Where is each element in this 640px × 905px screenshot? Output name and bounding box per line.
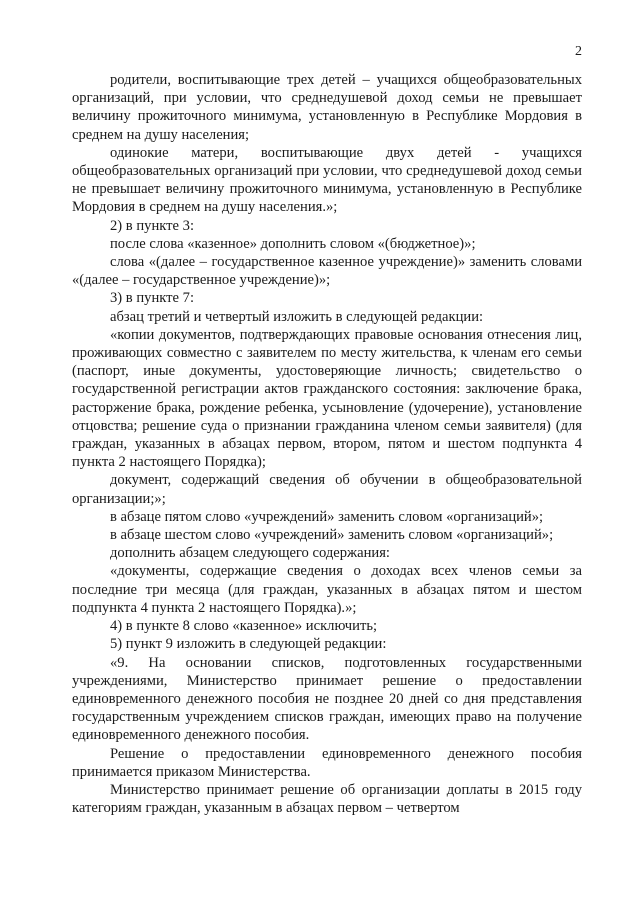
- paragraph: одинокие матери, воспитывающие двух детей - учащихся общеобразовательных организаций при условии, что среднедушевой доход семьи не превышает величину прожиточного минимума, установленную в Республике Мордовия в среднем на душу населения.»;: [72, 144, 582, 216]
- paragraph: родители, воспитывающие трех детей – учащихся общеобразовательных организаций, при условии, что среднедушевой доход семьи не превышает величину прожиточного минимума, установленную в Республике Мордовия в среднем на душу населения;: [72, 72, 582, 143]
- paragraph: после слова «казенное» дополнить словом «(бюджетное)»;: [110, 235, 476, 252]
- paragraph: 4) в пункте 8 слово «казенное» исключить;: [110, 618, 378, 635]
- paragraph: абзац третий и четвертый изложить в следующей редакции:: [110, 308, 484, 325]
- paragraph: Министерство принимает решение об организации доплаты в 2015 году категориям граждан, указанным в абзацах первом – четвертом: [72, 781, 582, 817]
- paragraph: слова «(далее – государственное казенное учреждение)» заменить словами «(далее – государственное учреждение)»;: [72, 254, 582, 289]
- paragraph: 5) пункт 9 изложить в следующей редакции:: [110, 636, 387, 653]
- paragraph: дополнить абзацем следующего содержания:: [110, 545, 390, 562]
- paragraph: документ, содержащий сведения об обучении в общеобразовательной организации;»;: [72, 472, 582, 507]
- page-number: 2: [575, 44, 582, 59]
- paragraph: 3) в пункте 7:: [110, 290, 195, 307]
- paragraph: 2) в пункте 3:: [110, 217, 195, 234]
- paragraph: в абзаце шестом слово «учреждений» заменить словом «организаций»;: [110, 527, 554, 544]
- paragraph: «документы, содержащие сведения о доходах всех членов семьи за последние три месяца (для граждан, указанных в абзацах пятом и шестом подпункта 4 пункта 2 настоящего Порядка).»;: [72, 563, 582, 616]
- paragraph: Решение о предоставлении единовременного денежного пособия принимается приказом Министерства.: [72, 745, 582, 780]
- paragraph: в абзаце пятом слово «учреждений» заменить словом «организаций»;: [110, 508, 544, 525]
- paragraph: «9. На основании списков, подготовленных государственными учреждениями, Министерство принимает решение о предоставлении единовременного денежного пособия не позднее 20 дней со дня представления государственным учреждением списков граждан, имеющих право на получение единовременного денежного пособия.: [72, 654, 582, 744]
- document-body: [72, 71, 582, 817]
- paragraph: «копии документов, подтверждающих правовые основания отнесения лиц, проживающих совместно с заявителем по месту жительства, к членам его семьи (паспорт, иные документы, удостоверяющие личность; свидетельство о государственной регистрации актов гражданского состояния: заключение брака, расторжение брака, рождение ребенка, усыновление (удочерение), установление отцовства; решение суда о признании гражданина членом семьи заявителя) (для граждан, указанных в абзацах первом, втором, пятом и шестом подпункта 4 пункта 2 настоящего Порядка);: [72, 326, 582, 471]
